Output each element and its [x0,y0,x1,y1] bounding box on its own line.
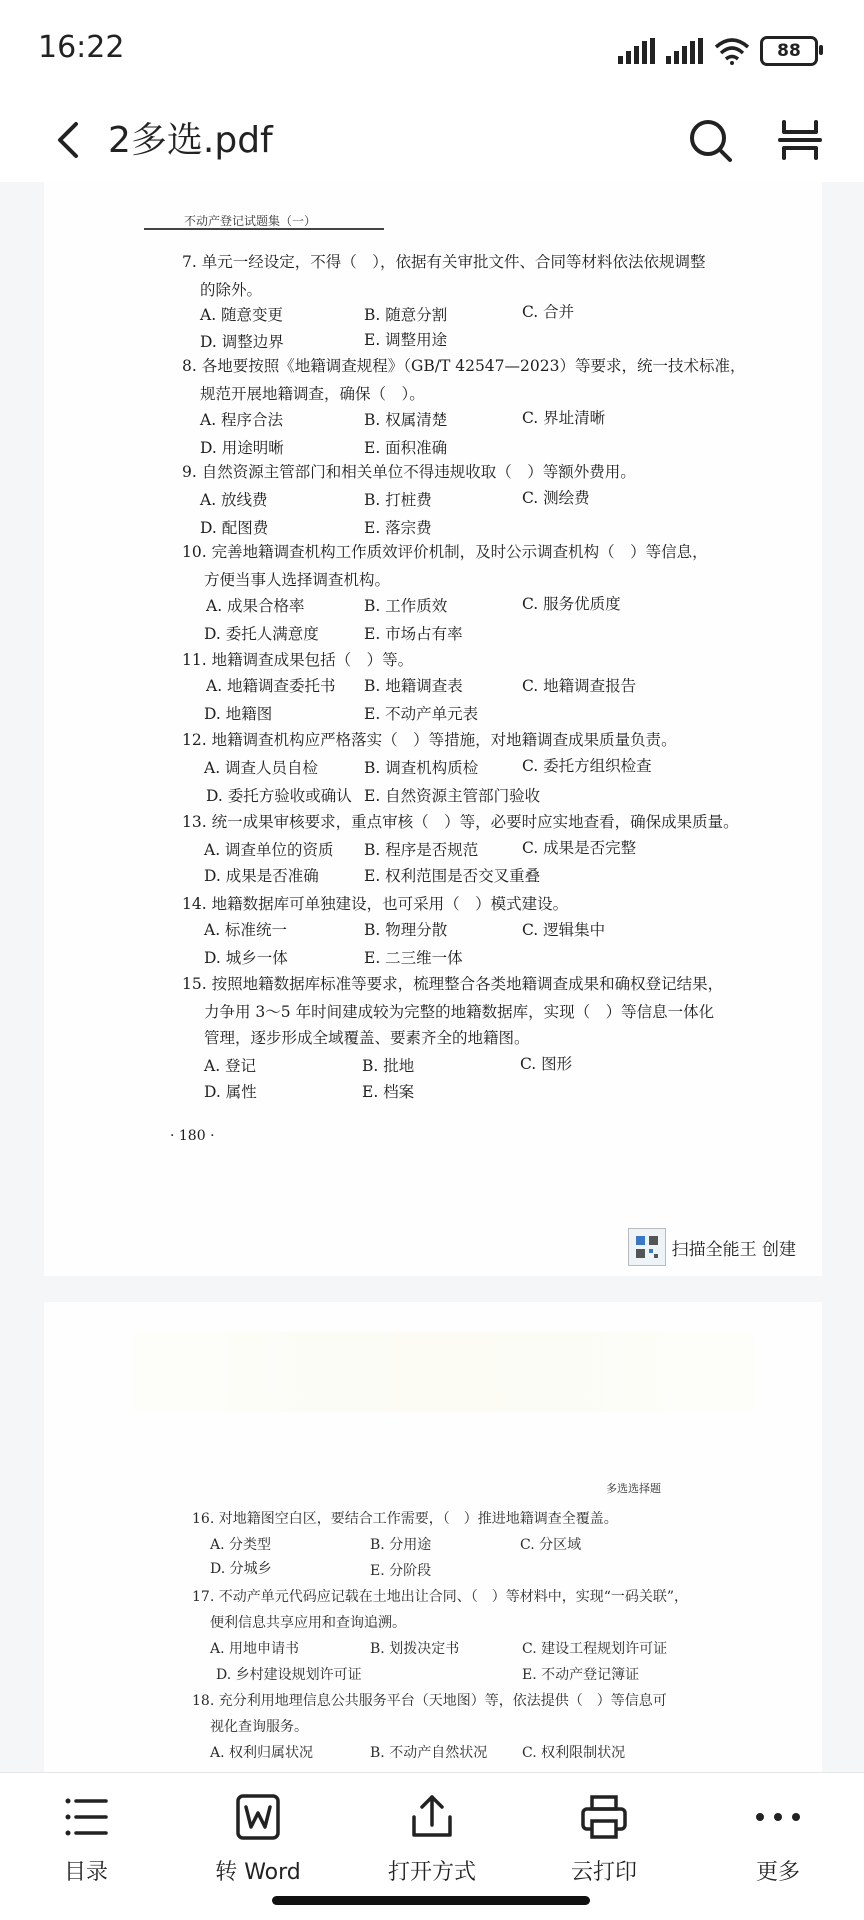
app-header [0,100,864,182]
option-a: A. 调查人员自检 [204,759,319,777]
wifi-icon [714,37,750,65]
option-a: A. 权利归属状况 [210,1745,314,1761]
option-b: B. 程序是否规范 [364,841,479,859]
question-line: 8. 各地要按照《地籍调查规程》（GB/T 42547—2023）等要求，统一技术标准， [182,357,746,375]
option-c: C. 委托方组织检查 [522,757,652,775]
option-d: D. 地籍图 [204,705,273,723]
question-line: 规范开展地籍调查，确保（ ）。 [200,385,425,403]
option-e: E. 自然资源主管部门验收 [364,787,541,805]
question-line: 的除外。 [200,281,263,299]
option-b: B. 不动产自然状况 [370,1745,488,1761]
pdf-page-1 [44,182,822,1276]
question-line: 14. 地籍数据库可单独建设，也可采用（ ）模式建设。 [182,895,569,913]
option-a: A. 放线费 [200,491,268,509]
option-a: A. 登记 [204,1057,257,1075]
bleed-through-band [134,1332,754,1412]
toolbar-open-with-button[interactable] [372,1787,492,1897]
question-line: 17. 不动产单元代码应记载在土地出让合同、（ ）等材料中，实现“一码关联”， [192,1589,689,1605]
option-c: C. 分区域 [520,1537,582,1553]
option-d: D. 委托方验收或确认 [206,787,352,805]
option-d: D. 用途明晰 [200,439,284,457]
option-c: C. 建设工程规划许可证 [522,1641,668,1657]
running-head: 多选选择题 [606,1482,661,1495]
option-e: E. 二三维一体 [364,949,463,967]
question-line: 力争用 3～5 年时间建成较为完整的地籍数据库，实现（ ）等信息一体化 [204,1003,715,1021]
option-d: D. 属性 [204,1083,257,1101]
question-line: 16. 对地籍图空白区，要结合工作需要，（ ）推进地籍调查全覆盖。 [192,1511,618,1527]
toolbar-label: 云打印 [570,1860,637,1885]
page-mode-icon[interactable] [770,110,830,170]
toolbar-cloud-print-button[interactable] [544,1787,664,1897]
question-line: 13. 统一成果审核要求，重点审核（ ）等，必要时应实地查看，确保成果质量。 [182,813,739,831]
signal-icon-2 [666,38,704,64]
question-line: 15. 按照地籍数据库标准等要求，梳理整合各类地籍调查成果和确权登记结果， [182,975,724,993]
option-e: E. 不动产登记簿证 [522,1667,640,1683]
option-e: E. 分阶段 [370,1563,432,1579]
watermark-text: 扫描全能王 创建 [671,1239,796,1260]
question-line: 便利信息共享应用和查询追溯。 [210,1615,406,1631]
more-dots-icon [752,1791,804,1843]
option-b: B. 打桩费 [364,491,432,509]
pdf-page-2 [44,1302,822,1772]
document-title: 2多选.pdf [108,120,273,161]
question-line: 管理，逐步形成全域覆盖、要素齐全的地籍图。 [204,1029,530,1047]
option-a: A. 程序合法 [200,411,284,429]
option-c: C. 权利限制状况 [522,1745,626,1761]
option-a: A. 分类型 [210,1537,272,1553]
option-d: D. 分城乡 [210,1561,272,1577]
option-d: D. 城乡一体 [204,949,288,967]
option-b: B. 物理分散 [364,921,448,939]
option-e: E. 落宗费 [364,519,432,537]
toolbar-to-word-button[interactable] [198,1787,318,1897]
option-c: C. 测绘费 [522,489,590,507]
option-a: A. 标准统一 [204,921,288,939]
page-number: · 180 · [170,1128,215,1144]
toolbar-label: 更多 [755,1860,800,1885]
question-line: 视化查询服务。 [210,1719,308,1735]
option-d: D. 委托人满意度 [204,625,319,643]
option-e: E. 市场占有率 [364,625,463,643]
option-a: A. 随意变更 [200,306,284,324]
option-d: D. 成果是否准确 [204,867,319,885]
option-c: C. 逻辑集中 [522,921,606,939]
option-b: B. 批地 [362,1057,415,1075]
option-c: C. 地籍调查报告 [522,677,637,695]
signal-icon [618,38,656,64]
option-a: A. 成果合格率 [206,597,305,615]
option-a: A. 地籍调查委托书 [206,677,336,695]
search-icon[interactable] [680,110,740,170]
printer-icon [578,1791,630,1843]
option-b: B. 权属清楚 [364,411,448,429]
option-b: B. 分用途 [370,1537,432,1553]
option-c: C. 成果是否完整 [522,839,637,857]
toolbar-contents-button[interactable] [26,1787,146,1897]
toolbar-label: 打开方式 [387,1860,476,1885]
option-c: C. 图形 [520,1055,573,1073]
option-c: C. 服务优质度 [522,595,621,613]
option-e: E. 面积准确 [364,439,448,457]
question-line: 7. 单元一经设定，不得（ ），依据有关审批文件、合同等材料依法依规调整 [182,253,706,271]
option-d: D. 乡村建设规划许可证 [216,1667,362,1683]
option-b: B. 地籍调查表 [364,677,463,695]
option-e: E. 档案 [362,1083,415,1101]
option-e: E. 不动产单元表 [364,705,479,723]
option-a: A. 调查单位的资质 [204,841,334,859]
battery-level: 88 [777,41,801,61]
battery-indicator [760,36,818,66]
question-line: 10. 完善地籍调查机构工作质效评价机制，及时公示调查机构（ ）等信息， [182,543,708,561]
toolbar-more-button[interactable] [718,1787,838,1897]
option-c: C. 界址清晰 [522,409,606,427]
question-line: 18. 充分利用地理信息公共服务平台（天地图）等，依法提供（ ）等信息可 [192,1693,667,1709]
option-b: B. 调查机构质检 [364,759,479,777]
option-a: A. 用地申请书 [210,1641,300,1657]
option-d: D. 调整边界 [200,333,284,351]
scanner-watermark [628,1228,796,1266]
option-b: B. 工作质效 [364,597,448,615]
header-rule [144,228,384,230]
toolbar-label: 目录 [63,1860,108,1885]
option-e: E. 权利范围是否交叉重叠 [364,867,541,885]
question-line: 方便当事人选择调查机构。 [204,571,391,589]
back-arrow-icon[interactable] [44,110,100,170]
option-c: C. 合并 [522,303,575,321]
scanner-logo-icon [628,1228,666,1266]
option-b: B. 划拨决定书 [370,1641,460,1657]
option-e: E. 调整用途 [364,331,448,349]
list-icon [60,1791,112,1843]
question-line: 9. 自然资源主管部门和相关单位不得违规收取（ ）等额外费用。 [182,463,636,481]
share-icon [406,1791,458,1843]
status-time: 16:22 [38,30,125,65]
word-convert-icon [232,1791,284,1843]
document-viewer[interactable] [0,182,864,1772]
status-bar [0,0,864,100]
question-line: 12. 地籍调查机构应严格落实（ ）等措施，对地籍调查成果质量负责。 [182,731,677,749]
home-indicator[interactable] [272,1896,590,1905]
status-icons [618,36,818,66]
running-head: 不动产登记试题集（一） [184,214,317,228]
option-b: B. 随意分割 [364,306,448,324]
question-line: 11. 地籍调查成果包括（ ）等。 [182,651,414,669]
option-d: D. 配图费 [200,519,269,537]
toolbar-label: 转 Word [215,1860,301,1885]
